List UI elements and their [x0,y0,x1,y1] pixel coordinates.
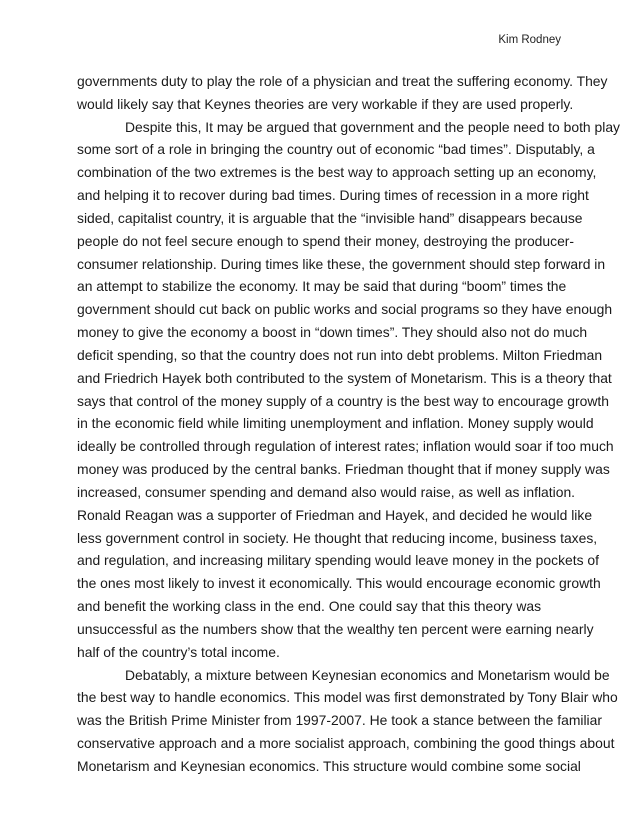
text-line: governments duty to play the role of a physician and treat the suffering economy. They [77,73,608,89]
text-line: the best way to handle economics. This model was first demonstrated by Tony Blair who [77,689,618,706]
text-line: sided, capitalist country, it is arguable that the “invisible hand” disappears because [77,209,583,226]
text-line: increased, consumer spending and demand also would raise, as well as inflation. [77,483,576,500]
text-line: and regulation, and increasing military spending would leave money in the pockets of [77,552,599,569]
text-line: and Friedrich Hayek both contributed to the system of Monetarism. This is a theory that [77,369,612,386]
text-line: some sort of a role in bringing the country out of economic “bad times”. Disputably, a [77,141,595,158]
text-line: people do not feel secure enough to spend their money, destroying the producer- [77,232,575,249]
text-line: ideally be controlled through regulation of interest rates; inflation would soar if too much [77,438,614,455]
text-line: and benefit the working class in the end. One could say that this theory was [77,598,542,615]
text-line: Monetarism and Keynesian economics. This structure would combine some social [77,757,581,774]
text-line: would likely say that Keynes theories are very workable if they are used properly. [77,95,574,112]
text-line: consumer relationship. During times like these, the government should step forward in [77,255,606,272]
page-header-author: Kim Rodney [498,34,561,46]
text-line: money to give the economy a boost in “down times”. They should also not do much [77,324,588,341]
paragraph-first-line: Debatably, a mixture between Keynesian economics and Monetarism would be [125,666,610,683]
text-line: an attempt to stabilize the economy. It may be said that during “boom” times the [77,278,567,295]
text-line: the ones most likely to invest it economically. This would encourage economic growth [77,575,601,592]
text-line: Ronald Reagan was a supporter of Friedman and Hayek, and decided he would like [77,506,593,523]
text-line: conservative approach and a more socialist approach, combining the good things about [77,735,615,752]
text-line: combination of the two extremes is the best way to approach setting up an economy, [77,164,597,181]
text-line: money was produced by the central banks. Friedman thought that if money supply was [77,461,610,478]
text-line: unsuccessful as the numbers show that the wealthy ten percent were earning nearly [77,620,594,637]
text-line: deficit spending, so that the country does not run into debt problems. Milton Friedman [77,346,603,363]
paragraph-first-line: Despite this, It may be argued that government and the people need to both play [125,118,620,135]
text-line: and helping it to recover during bad times. During times of recession in a more right [77,187,589,204]
text-line: government should cut back on public works and social programs so they have enough [77,301,613,318]
text-line: half of the country’s total income. [77,643,280,660]
text-line: less government control in society. He thought that reducing income, business taxes, [77,529,598,546]
text-line: in the economic field while limiting unemployment and inflation. Money supply would [77,415,594,432]
text-line: was the British Prime Minister from 1997-2007. He took a stance between the familiar [77,712,602,729]
text-line: says that control of the money supply of a country is the best way to encourage growth [77,392,609,409]
essay-body [77,70,620,778]
